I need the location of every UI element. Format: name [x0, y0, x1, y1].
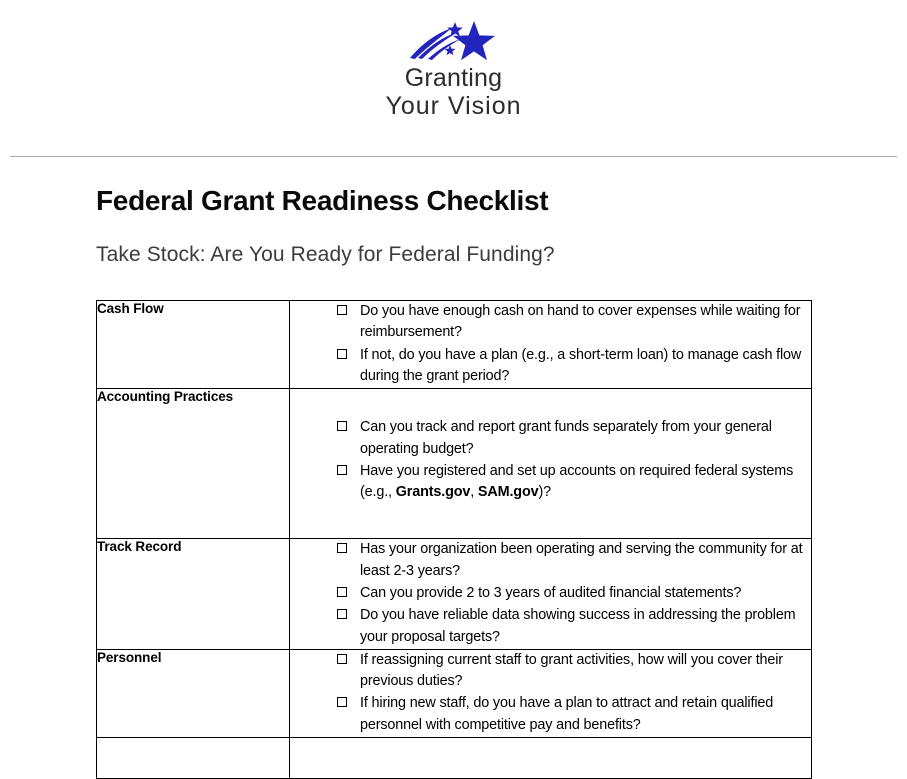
checklist-item-list — [290, 539, 811, 648]
page-header — [0, 0, 907, 121]
shooting-star-icon — [406, 18, 502, 62]
checklist-category-label: Cash Flow — [97, 301, 164, 316]
readiness-checklist-table — [96, 300, 812, 779]
checklist-category-cell — [97, 389, 290, 539]
logo — [354, 18, 554, 121]
checklist-row — [97, 301, 812, 389]
checklist-row — [97, 649, 812, 737]
checklist-row — [97, 539, 812, 650]
checklist-item-text: If reassigning current staff to grant activities, how will you cover their previous duties? — [360, 651, 783, 690]
checklist-item[interactable] — [290, 650, 811, 693]
checkbox-icon[interactable] — [337, 543, 347, 553]
checklist-item[interactable] — [290, 345, 811, 388]
checklist-item[interactable] — [290, 461, 811, 504]
page-subtitle: Take Stock: Are You Ready for Federal Funding? — [96, 242, 555, 266]
checklist-item-text: If hiring new staff, do you have a plan to attract and retain qualified personnel with competitive pay and benefits? — [360, 695, 774, 733]
checkbox-icon[interactable] — [337, 465, 347, 475]
logo-text-line2: Your Vision — [385, 92, 522, 121]
checklist-category-cell — [97, 649, 290, 737]
checklist-items-cell — [290, 649, 812, 737]
checkbox-icon[interactable] — [337, 305, 347, 315]
checklist-category-label: Track Record — [97, 539, 182, 555]
checklist-body — [97, 301, 812, 779]
checkbox-icon[interactable] — [337, 349, 347, 359]
checkbox-icon[interactable] — [337, 697, 347, 707]
logo-text-line1: Granting — [404, 64, 503, 92]
checklist-item-list — [290, 301, 811, 387]
checklist-category-label: Accounting Practices — [97, 389, 234, 405]
checklist-category-cell — [97, 539, 290, 650]
checkbox-icon[interactable] — [337, 654, 347, 664]
header-divider — [10, 156, 897, 157]
checklist-items-cell — [290, 738, 812, 779]
checklist-item-text: Do you have enough cash on hand to cover expenses while waiting for reimbursement? — [360, 303, 801, 341]
checklist-category-label: Personnel — [97, 649, 162, 665]
logo-text — [385, 64, 521, 121]
checklist-item-text: Do you have reliable data showing success in addressing the problem your proposal targets? — [360, 607, 796, 645]
checklist-item[interactable] — [290, 693, 811, 736]
checklist-item-list — [290, 650, 811, 736]
checklist-item-text: Have you registered and set up accounts on required federal systems (e.g., Grants.gov, SAM.gov)? — [360, 462, 794, 501]
checklist-item-text: Can you track and report grant funds separately from your general operating budget? — [360, 419, 772, 457]
checklist-item[interactable] — [290, 583, 811, 604]
document-body — [0, 168, 907, 733]
page-title: Federal Grant Readiness Checklist — [96, 185, 549, 216]
checklist-item[interactable] — [290, 539, 811, 582]
checklist-item[interactable] — [290, 417, 811, 460]
checkbox-icon[interactable] — [337, 587, 347, 597]
checklist-row — [97, 738, 812, 779]
checklist-category-cell — [97, 301, 290, 389]
checkbox-icon[interactable] — [337, 609, 347, 619]
checklist-item-text: If not, do you have a plan (e.g., a short-term loan) to manage cash flow during the grant period? — [360, 346, 802, 384]
checklist-row — [97, 389, 812, 539]
checklist-item-list — [290, 417, 811, 503]
checklist-items-cell — [290, 301, 812, 389]
checklist-item-text: Can you provide 2 to 3 years of audited financial statements? — [360, 584, 742, 601]
checklist-items-cell — [290, 539, 812, 650]
checkbox-icon[interactable] — [337, 421, 347, 431]
checklist-item-text: Has your organization been operating and serving the community for at least 2-3 years? — [360, 541, 803, 579]
checklist-category-cell — [97, 738, 290, 779]
checklist-item[interactable] — [290, 301, 811, 344]
checklist-items-cell — [290, 389, 812, 539]
checklist-item[interactable] — [290, 605, 811, 648]
